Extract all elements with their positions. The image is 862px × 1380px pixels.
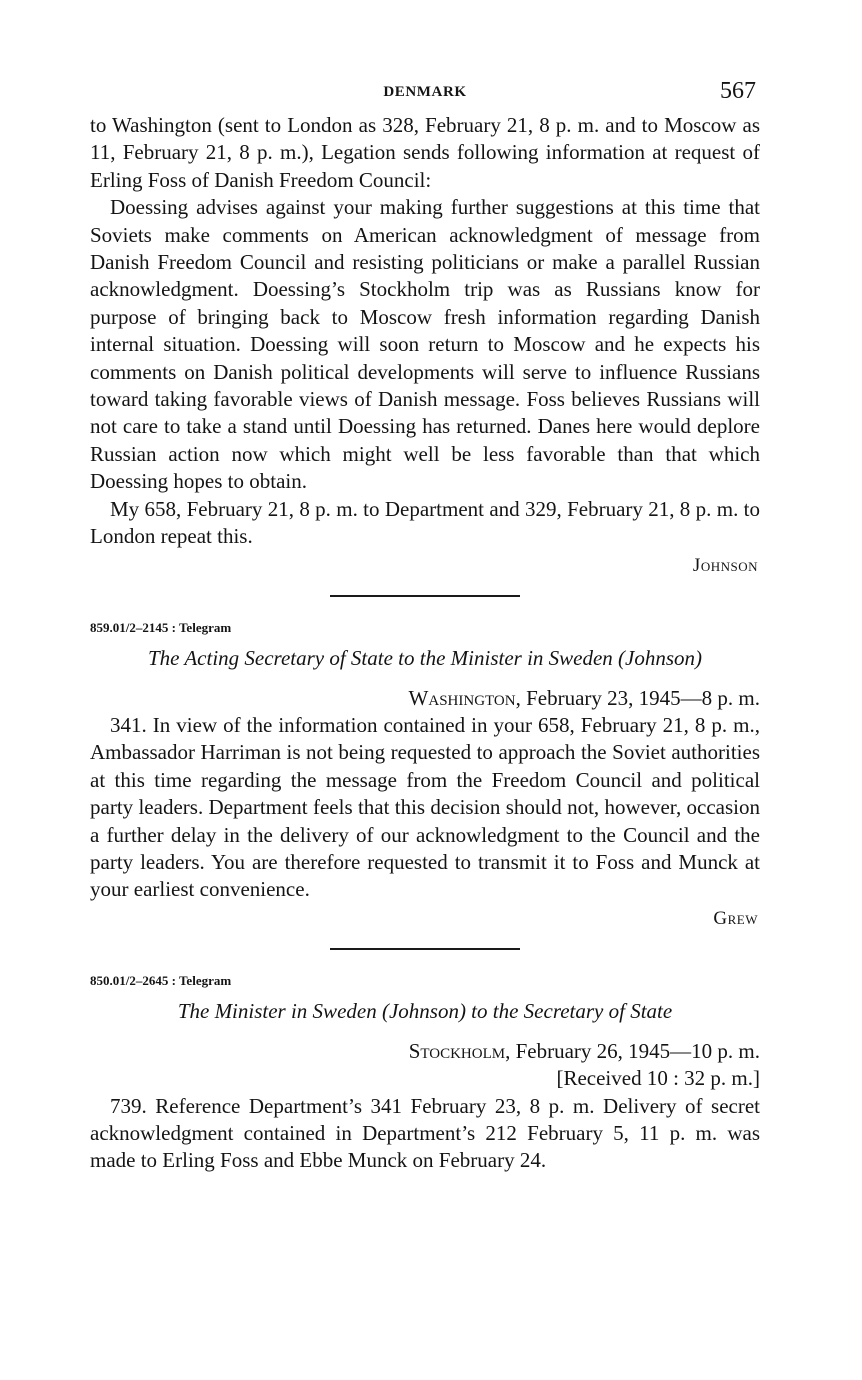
body-paragraph: 341. In view of the information contained in your 658, February 21, 8 p. m., Ambassador Harriman is not being requested to approach the Soviet authorities at this time regarding the message from the Freedom Council and political party leaders. Department feels that this decision should not, however, occasion a further delay in the delivery of our acknowledgment to the Council and the party leaders. You are therefore requested to transmit it to Foss and Munck at your earliest convenience. xyxy=(90,712,760,902)
dateline xyxy=(90,1038,760,1065)
signature-johnson: Johnson xyxy=(692,554,758,576)
document-heading: The Minister in Sweden (Johnson) to the Secretary of State xyxy=(177,998,673,1023)
body-paragraph: My 658, February 21, 8 p. m. to Department and 329, February 21, 8 p. m. to London repeat this. xyxy=(90,496,760,549)
running-title: DENMARK xyxy=(383,84,467,100)
document-johnson-continuation xyxy=(90,112,760,581)
page-number: 567 xyxy=(720,78,756,104)
document-johnson-telegram xyxy=(90,972,760,1175)
signature-grew: Grew xyxy=(713,907,758,929)
dateline xyxy=(90,685,760,712)
section-divider xyxy=(330,948,520,950)
file-reference: 859.01/2–2145 : Telegram xyxy=(90,619,232,635)
dateline-place: Stockholm xyxy=(408,1038,506,1063)
file-reference: 850.01/2–2645 : Telegram xyxy=(90,972,232,988)
running-header xyxy=(90,78,760,112)
body-paragraph: Doessing advises against your making further suggestions at this time that Soviets make comments on American acknowledgment of message from Danish Freedom Council and resisting politicians or make a parallel Russian acknowledgment. Doessing’s Stockholm trip was as Russians know for purpose of bringing back to Moscow fresh information regarding Danish internal situation. Doessing will soon return to Moscow and he expects his comments on Danish political developments will serve to influence Russians toward taking favorable views of Danish message. Foss believes Russians will not care to take a stand until Doessing has returned. Danes here would deplore Russian action now which might well be less favorable than that which Doessing hopes to obtain. xyxy=(90,195,760,494)
document-heading: The Acting Secretary of State to the Minister in Sweden (Johnson) xyxy=(147,645,703,670)
body-paragraph: 739. Reference Department’s 341 February 23, 8 p. m. Delivery of secret acknowledgment contained in Department’s 212 February 5, 11 p. m. was made to Erling Foss and Ebbe Munck on February 24. xyxy=(90,1093,760,1173)
body-paragraph: to Washington (sent to London as 328, February 21, 8 p. m. and to Moscow as 11, February 21, 8 p. m.), Legation sends following information at request of Erling Foss of Danish Freedom Council: xyxy=(90,113,760,192)
dateline-date: , February 23, 1945—8 p. m. xyxy=(515,685,760,710)
dateline-place: Washington xyxy=(408,685,516,710)
section-divider xyxy=(330,595,520,597)
document-page xyxy=(90,78,760,1175)
document-grew-telegram xyxy=(90,619,760,934)
received-note: [Received 10 : 32 p. m.] xyxy=(556,1066,760,1091)
dateline-date: , February 26, 1945—10 p. m. xyxy=(505,1038,760,1063)
